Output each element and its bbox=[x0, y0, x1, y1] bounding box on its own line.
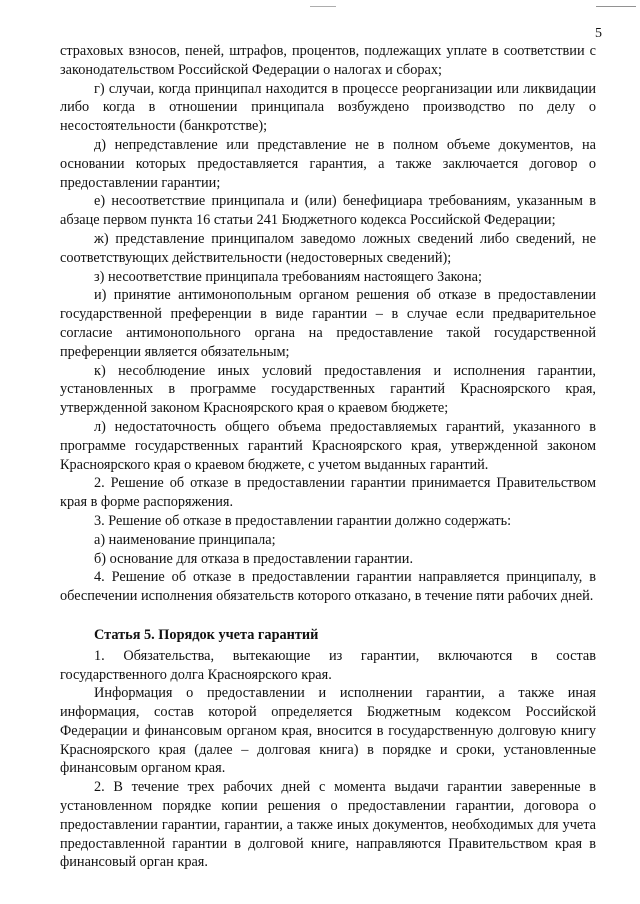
paragraph: 2. Решение об отказе в предоставлении гарантии принимается Правительством края в форме распоряжения. bbox=[60, 475, 596, 511]
paragraph: страховых взносов, пеней, штрафов, процентов, подлежащих уплате в соответствии с законодательством Российской Федерации о налогах и сборах; bbox=[60, 43, 596, 78]
paragraph: б) основание для отказа в предоставлении гарантии. bbox=[94, 550, 414, 567]
paragraph: е) несоответствие принципала и (или) бенефициара требованиям, указанным в абзаце первом пункта 16 статьи 241 Бюджетного кодекса Российской Федерации; bbox=[60, 193, 596, 229]
scan-artifact bbox=[310, 6, 336, 7]
paragraph: 4. Решение об отказе в предоставлении гарантии направляется принципалу, в обеспечении исполнения обязательств которого отказано, в течение пяти рабочих дней. bbox=[60, 569, 596, 605]
paragraph: Информация о предоставлении и исполнении гарантии, а также иная информация, состав которой определяется Бюджетным кодексом Российской Федерации и финансовым органом края, вносится в государственную долговую книгу Красноярского края (далее – долговая книга) в порядке и сроки, установленные финансовым органом края. bbox=[60, 685, 596, 777]
paragraph: 1. Обязательства, вытекающие из гарантии, включаются в состав государственного долга Красноярского края. bbox=[60, 647, 596, 683]
document-body bbox=[60, 42, 596, 872]
paragraph: и) принятие антимонопольным органом решения об отказе в предоставлении государственной преференции в виде гарантии – в случае если предварительное согласие антимонопольного органа на предоставление такой государственной преференции является обязательным; bbox=[60, 287, 596, 360]
paragraph: 2. В течение трех рабочих дней с момента выдачи гарантии заверенные в установленном порядке копии решения о предоставлении гарантии, договора о предоставлении гарантии, гарантии, а также иных документов, необходимых для учета предоставленной гарантии в долговой книге, направляются Правительством края в финансовый орган края. bbox=[60, 779, 596, 871]
paragraph: д) непредставление или представление не в полном объеме документов, на основании которых предоставляется гарантия, а также заключается договор о предоставлении гарантии; bbox=[60, 136, 596, 191]
paragraph: з) несоответствие принципала требованиям настоящего Закона; bbox=[94, 268, 482, 285]
page-number: 5 bbox=[595, 26, 602, 41]
scan-artifact bbox=[596, 6, 636, 7]
paragraph: г) случаи, когда принципал находится в процессе реорганизации или ликвидации либо когда в отношении принципала возбуждено производство по делу о несостоятельности (банкротстве); bbox=[60, 80, 596, 135]
paragraph: ж) представление принципалом заведомо ложных сведений либо сведений, не соответствующих действительности (недостоверных сведений); bbox=[60, 230, 596, 266]
article-heading: Статья 5. Порядок учета гарантий bbox=[94, 626, 319, 643]
paragraph: к) несоблюдение иных условий предоставления и исполнения гарантии, установленных в программе государственных гарантий Красноярского края, утвержденной законом Красноярского края о краевом бюджете; bbox=[60, 362, 596, 417]
paragraph: л) недостаточность общего объема предоставляемых гарантий, указанного в программе государственных гарантий Красноярского края, утвержденной законом Красноярского края о краевом бюджете, с учетом выданных гарантий. bbox=[60, 418, 596, 473]
paragraph: а) наименование принципала; bbox=[94, 531, 276, 548]
paragraph: 3. Решение об отказе в предоставлении гарантии должно содержать: bbox=[94, 512, 512, 529]
